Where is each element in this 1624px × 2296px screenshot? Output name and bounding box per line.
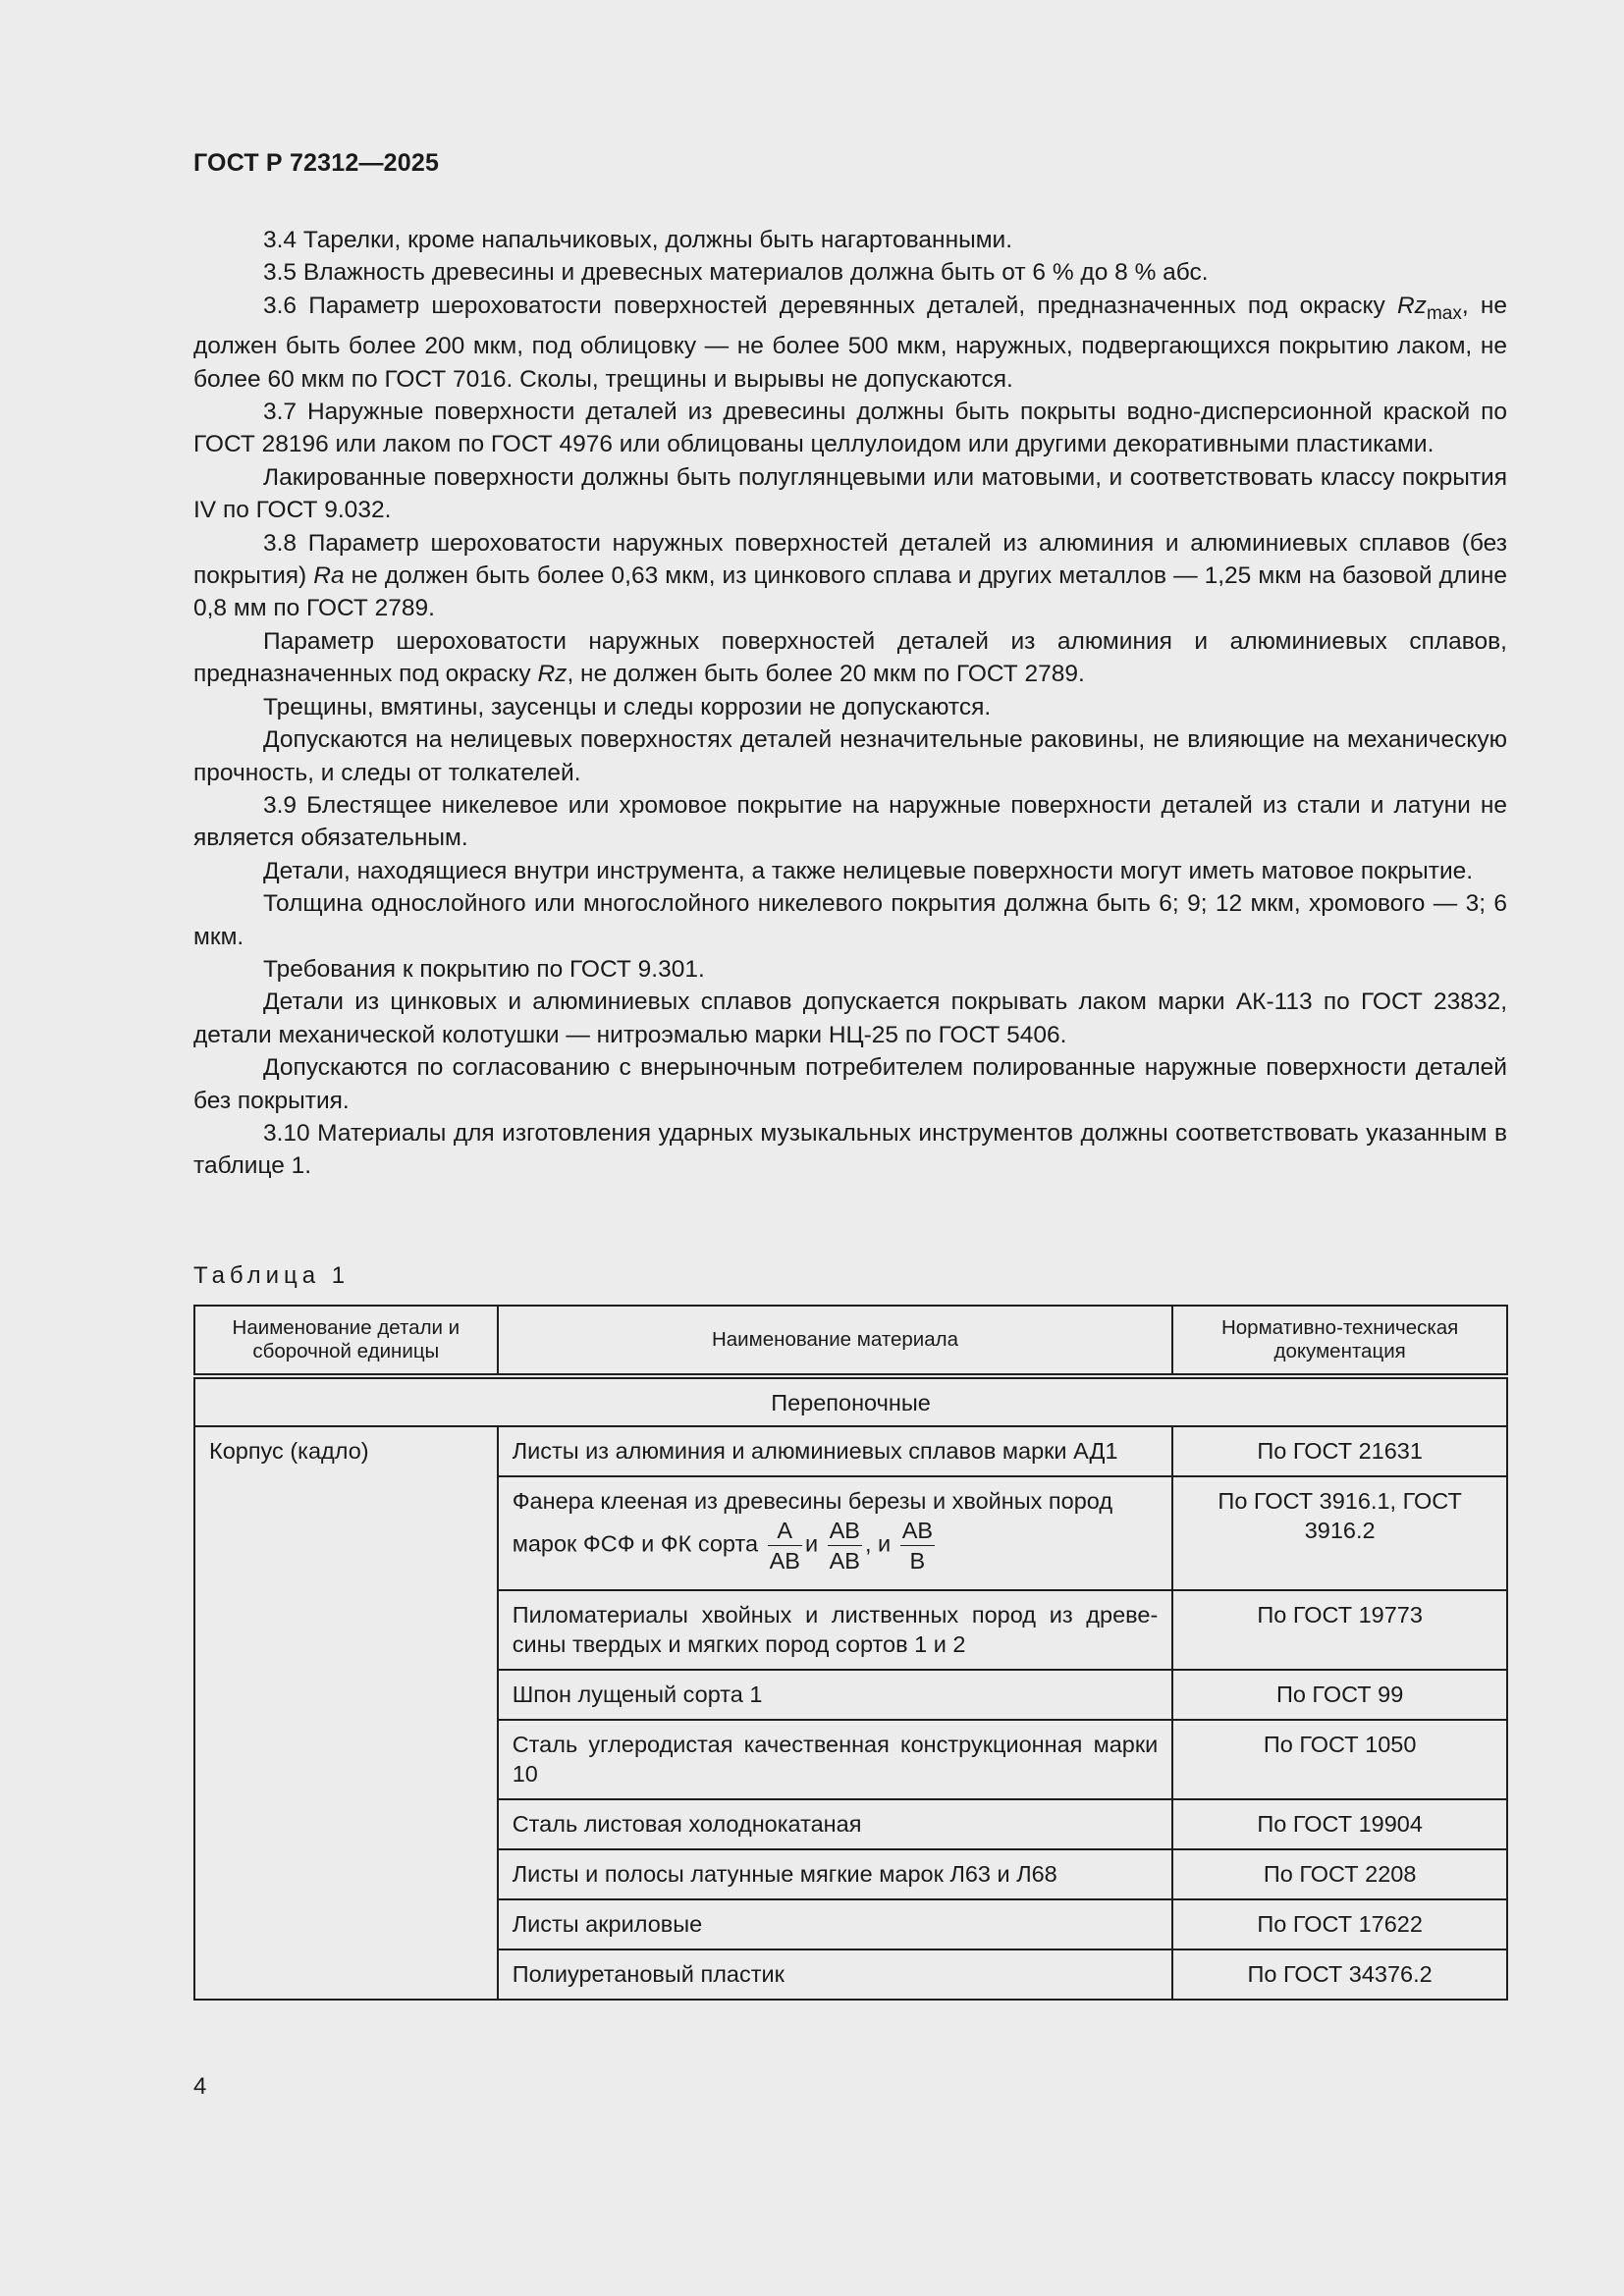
plywood-grades bbox=[513, 1516, 1159, 1575]
doc-cell: По ГОСТ 1050 bbox=[1172, 1720, 1507, 1799]
paragraph-3-7: 3.7 Наружные поверхности деталей из древесины должны быть покрыты водно-дисперсионной краской по ГОСТ 28196 или лаком по ГОСТ 4976 или облицованы целлулоидом или другими декоративными пластиками. bbox=[193, 399, 1507, 458]
material-cell: Полиуретановый пластик bbox=[498, 1949, 1173, 2000]
table-header-row bbox=[194, 1306, 1507, 1376]
doc-cell: По ГОСТ 19773 bbox=[1172, 1590, 1507, 1670]
grade-fraction bbox=[768, 1516, 802, 1575]
document-header: ГОСТ Р 72312—2025 bbox=[193, 149, 440, 177]
text-run: не должен быть более 0,63 мкм, из цинкового сплава и других металлов — 1,25 мкм на базовой длине 0,8 мм по ГОСТ 2789. bbox=[193, 562, 1507, 622]
fraction-denominator: АВ bbox=[829, 1548, 860, 1574]
doc-cell: По ГОСТ 3916.1, ГОСТ 3916.2 bbox=[1172, 1476, 1507, 1590]
symbol-ra: Ra bbox=[313, 562, 345, 590]
paragraph-zinc-parts: Детали из цинковых и алюминиевых сплавов допускается покрывать лаком марки АК-113 по ГОСТ 23832, детали механической колотушки — нитроэмалью марки НЦ-25 по ГОСТ 5406. bbox=[193, 988, 1507, 1048]
paragraph-lacquered: Лакированные поверхности должны быть полуглянцевыми или матовыми, и соответствовать классу покрытия IV по ГОСТ 9.032. bbox=[193, 463, 1507, 524]
header-doc: Нормативно-техническая документация bbox=[1172, 1306, 1507, 1376]
header-part: Наименование детали и сборочной единицы bbox=[194, 1306, 498, 1376]
paragraph-coating-requirements: Требования к покрытию по ГОСТ 9.301. bbox=[263, 955, 705, 983]
paragraph-roughness-paint bbox=[193, 625, 1507, 691]
text-run: 3.6 Параметр шероховатости поверхностей деревянных деталей, предназначенных под окраску bbox=[263, 292, 1397, 319]
material-cell: Сталь листовая холоднокатаная bbox=[498, 1799, 1173, 1849]
subscript-max: max bbox=[1426, 302, 1462, 324]
doc-cell: По ГОСТ 17622 bbox=[1172, 1899, 1507, 1949]
group-title: Перепоночные bbox=[194, 1376, 1507, 1426]
doc-cell: По ГОСТ 19904 bbox=[1172, 1799, 1507, 1849]
material-cell: Сталь углеродистая качественная конструкционная марки 10 bbox=[498, 1720, 1173, 1799]
paragraph-3-4: 3.4 Тарелки, кроме напальчиковых, должны быть нагартованными. bbox=[263, 227, 1013, 253]
paragraph-3-9: 3.9 Блестящее никелевое или хромовое покрытие на наружные поверхности деталей из стали и латуни не является обязательным. bbox=[193, 791, 1507, 852]
doc-cell: По ГОСТ 99 bbox=[1172, 1670, 1507, 1720]
fraction-denominator: В bbox=[909, 1548, 926, 1574]
paragraph-3-6 bbox=[193, 290, 1507, 396]
material-cell: Листы акриловые bbox=[498, 1899, 1173, 1949]
grade-fraction bbox=[828, 1516, 862, 1575]
fraction-numerator: АВ bbox=[828, 1516, 862, 1546]
text-run: Параметр шероховатости наружных поверхностей деталей из алюминия и алюминиевых сплавов, предназначенных под окраску bbox=[193, 627, 1507, 688]
paragraph-polished: Допускаются по согласованию с внерыночным потребителем полированные наружные поверхности деталей без покрытия. bbox=[193, 1054, 1507, 1114]
material-cell: Шпон лущеный сорта 1 bbox=[498, 1670, 1173, 1720]
paragraph-cracks: Трещины, вмятины, заусенцы и следы коррозии не допускаются. bbox=[263, 693, 992, 721]
doc-cell: По ГОСТ 34376.2 bbox=[1172, 1949, 1507, 2000]
text-run: 3.8 Параметр шероховатости наружных поверхностей деталей из алюминия и алюминиевых сплавов (без покрытия) bbox=[193, 529, 1507, 590]
doc-cell: По ГОСТ 2208 bbox=[1172, 1849, 1507, 1899]
table-caption: Таблица 1 bbox=[193, 1262, 351, 1289]
symbol-rz: Rz bbox=[537, 661, 568, 688]
fraction-numerator: А bbox=[768, 1516, 802, 1546]
paragraph-3-10: 3.10 Материалы для изготовления ударных музыкальных инструментов должны соответствовать указанным в таблице 1. bbox=[193, 1119, 1507, 1180]
material-cell: Листы из алюминия и алюминиевых сплавов марки АД1 bbox=[498, 1426, 1173, 1476]
paragraph-cavities: Допускаются на нелицевых поверхностях деталей незначительные раковины, не влияющие на механическую прочность, и следы от толкателей. bbox=[193, 726, 1507, 786]
text-run: , не должен быть более 200 мкм, под облицовку — не более 500 мкм, наружных, подвергающихся покрытию лаком, не более 60 мкм по ГОСТ 7016. Сколы, трещины и вырывы не допускаются. bbox=[193, 292, 1507, 393]
fraction-denominator: АВ bbox=[769, 1548, 800, 1574]
header-material: Наименование материала bbox=[498, 1306, 1173, 1376]
material-cell bbox=[498, 1476, 1173, 1590]
paragraph-inner-parts: Детали, находящиеся внутри инструмента, а также нелицевые поверхности могут иметь матовое покрытие. bbox=[263, 857, 1474, 884]
material-cell: Листы и полосы латунные мягкие марок Л63 и Л68 bbox=[498, 1849, 1173, 1899]
grades-and: , и bbox=[864, 1530, 892, 1557]
grades-prefix: марок ФСФ и ФК сорта bbox=[512, 1530, 759, 1557]
body-text bbox=[193, 224, 1507, 1183]
materials-table bbox=[193, 1305, 1508, 2001]
doc-cell: По ГОСТ 21631 bbox=[1172, 1426, 1507, 1476]
page-number: 4 bbox=[193, 2073, 207, 2100]
table-group-row bbox=[194, 1376, 1507, 1426]
text-run: , не должен быть более 20 мкм по ГОСТ 2789. bbox=[567, 661, 1085, 688]
symbol-rz: Rz bbox=[1396, 292, 1427, 319]
paragraph-nickel-thickness: Толщина однослойного или многослойного никелевого покрытия должна быть 6; 9; 12 мкм, хромового — 3; 6 мкм. bbox=[193, 890, 1507, 950]
fraction-numerator: АВ bbox=[900, 1516, 935, 1546]
grade-fraction bbox=[900, 1516, 935, 1575]
part-name: Корпус (кадло) bbox=[194, 1426, 498, 2000]
material-text: Фанера клееная из древесины березы и хвойных пород bbox=[512, 1488, 1113, 1514]
table-row bbox=[194, 1426, 1507, 1476]
paragraph-3-8 bbox=[193, 527, 1507, 625]
grades-and: и bbox=[804, 1530, 819, 1557]
paragraph-3-5: 3.5 Влажность древесины и древесных материалов должна быть от 6 % до 8 % абс. bbox=[263, 259, 1209, 287]
material-cell: Пиломатериалы хвойных и лиственных пород из древесины твердых и мягких пород сортов 1 и 2 bbox=[498, 1590, 1173, 1670]
